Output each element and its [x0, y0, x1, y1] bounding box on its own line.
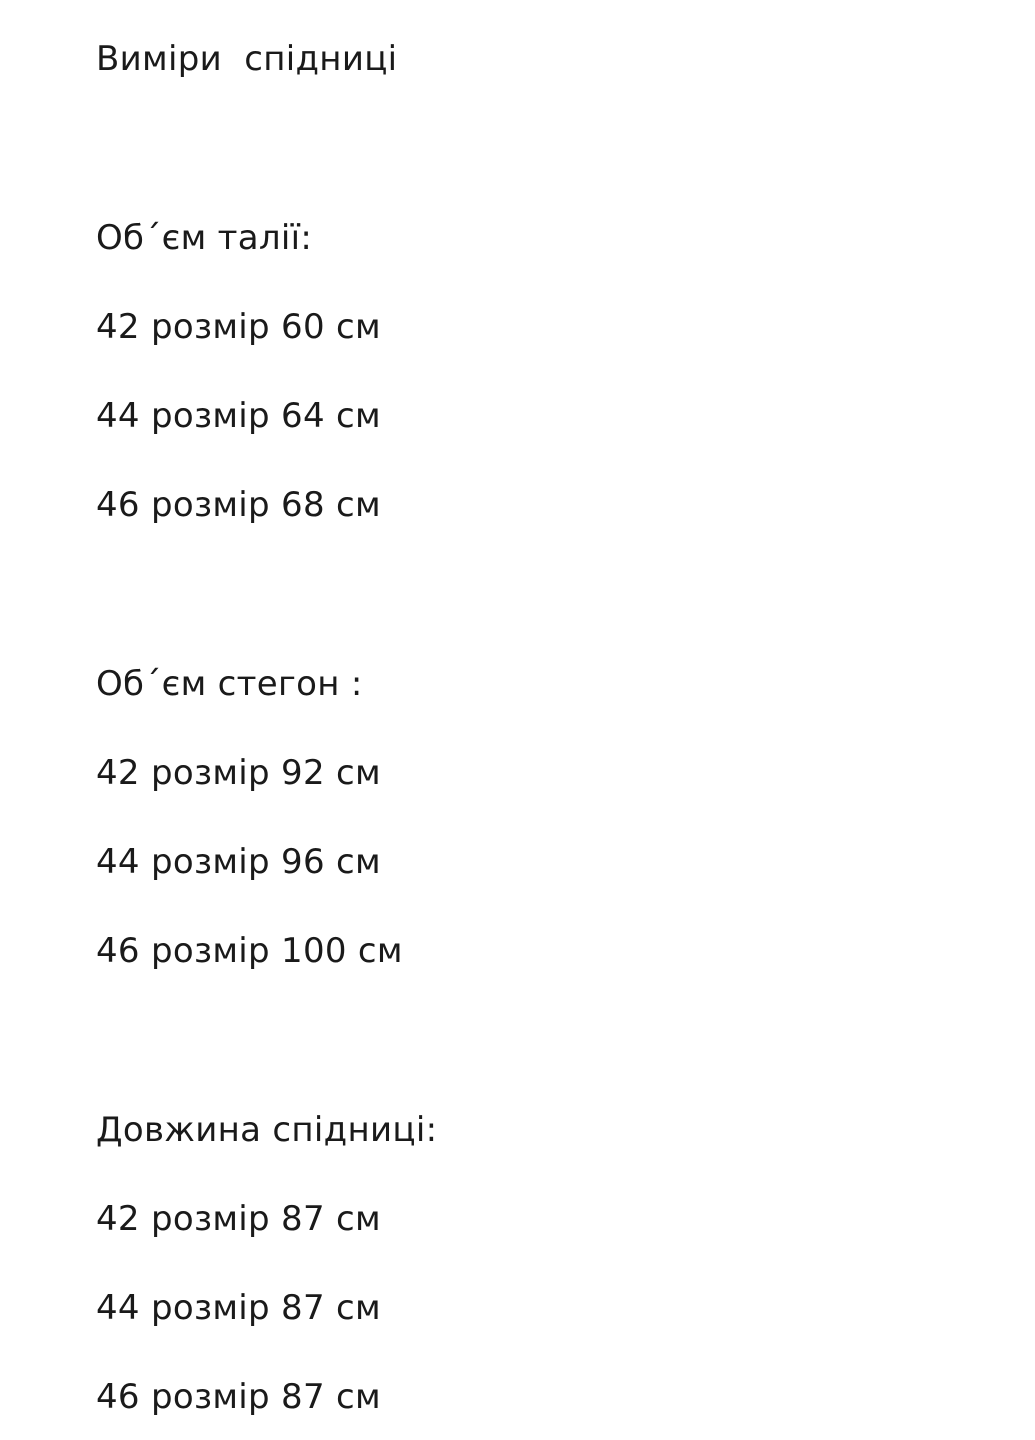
waist-heading: Об΄єм талії:: [96, 218, 313, 258]
waist-size-46: 46 розмір 68 см: [96, 485, 381, 525]
page-title: Виміри спідниці: [96, 39, 398, 79]
hips-size-44: 44 розмір 96 см: [96, 842, 381, 882]
length-size-44: 44 розмір 87 см: [96, 1288, 381, 1328]
length-heading: Довжина спідниці:: [96, 1110, 438, 1150]
waist-size-42: 42 розмір 60 см: [96, 307, 381, 347]
length-size-42: 42 розмір 87 см: [96, 1199, 381, 1239]
hips-heading: Об΄єм стегон :: [96, 664, 363, 704]
hips-size-42: 42 розмір 92 см: [96, 753, 381, 793]
waist-size-44: 44 розмір 64 см: [96, 396, 381, 436]
hips-size-46: 46 розмір 100 см: [96, 931, 403, 971]
length-size-46: 46 розмір 87 см: [96, 1377, 381, 1417]
